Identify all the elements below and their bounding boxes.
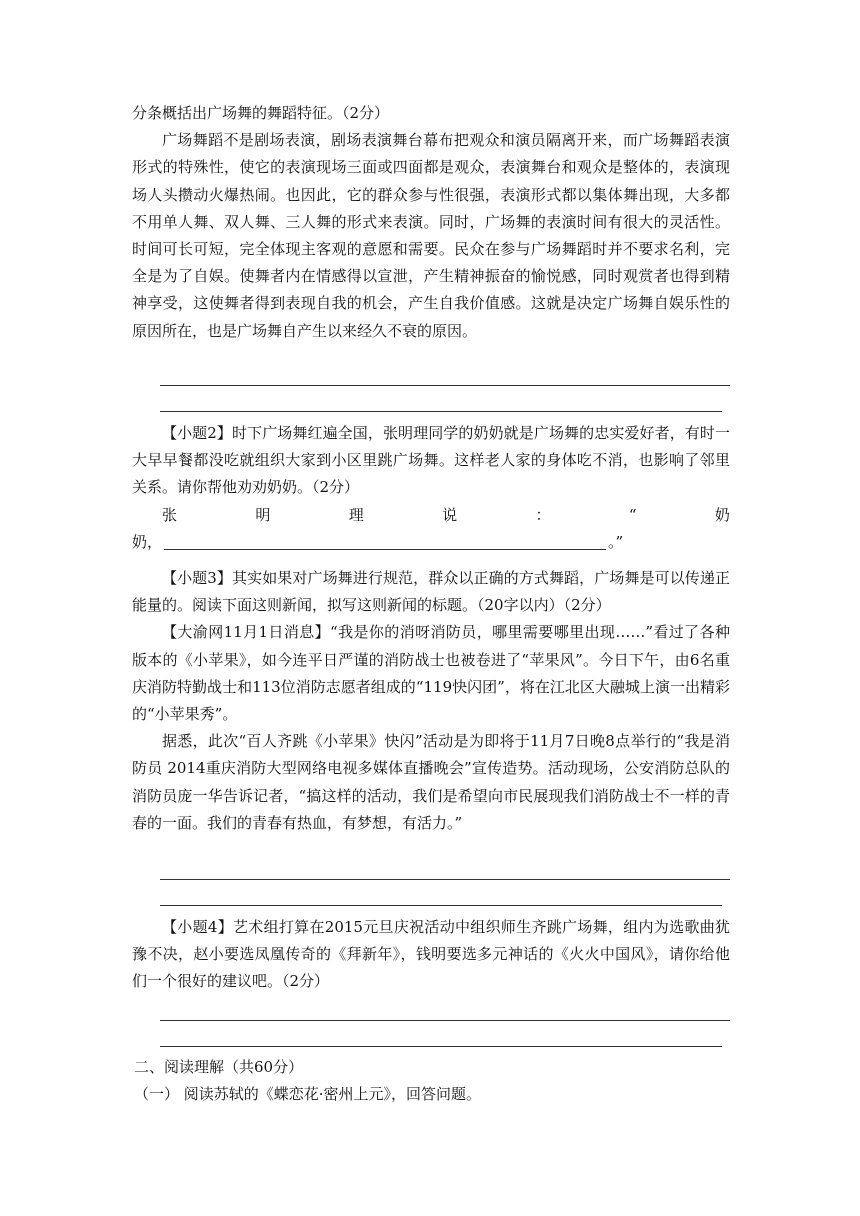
answer-line[interactable] xyxy=(160,411,722,412)
speaker-char: 张 xyxy=(162,505,178,524)
section-2-subheading: （一） 阅读苏轼的《蝶恋花·密州上元》，回答问题。 xyxy=(134,1085,482,1104)
answer-line[interactable] xyxy=(160,1020,730,1021)
section-2 xyxy=(132,1054,730,1108)
q3-news-paragraph-1: 【大渝网11月1日消息】“我是你的消呀消防员，哪里需要哪里出现……”看过了各种版本的《小苹果》，如今连平日严谨的消防战士也被卷进了“苹果风”。今日下午，由6名重庆消防特勤战士和113位消防志愿者组成的“119快闪团”，将在江北区大融城上演一出精彩的“小苹果秀”。 xyxy=(132,623,730,724)
q1-prompt: 分条概括出广场舞的舞蹈特征。（2分） xyxy=(132,104,390,122)
q2-text: 【小题2】时下广场舞红遍全国，张明理同学的奶奶就是广场舞的忠实爱好者，有时一大早早餐都没吃就组织大家到小区里跳广场舞。这样老人家的身体吃不消，也影响了邻里关系。请你帮他劝劝奶奶。（2分） xyxy=(132,424,730,497)
q3-text: 【小题3】其实如果对广场舞进行规范，群众以正确的方式舞蹈，广场舞是可以传递正能量的。阅读下面这则新闻，拟写这则新闻的标题。（20字以内）（2分） xyxy=(132,569,730,615)
question-1 xyxy=(132,100,730,345)
speaker-char: 奶 xyxy=(714,505,730,524)
q2-speaker-line xyxy=(162,502,730,529)
q1-passage: 广场舞蹈不是剧场表演，剧场表演舞台幕布把观众和演员隔离开来，而广场舞蹈表演形式的特殊性，使它的表演现场三面或四面都是观众，表演舞台和观众是整体的，表演现场人头攒动火爆热闹。也因此，它的群众参与性很强，表演形式都以集体舞出现，大多都不用单人舞、双人舞、三人舞的形式来表演。同时，广场舞的表演时间有很大的灵活性。时间可长可短，完全体现主客观的意愿和需要。民众在参与广场舞蹈时并不要求名利，完全是为了自娱。使舞者内在情感得以宣泄，产生精神振奋的愉悦感，同时观赏者也得到精神享受，这使舞者得到表现自我的机会，产生自我价值感。这就是决定广场舞自娱乐性的原因所在，也是广场舞自产生以来经久不衰的原因。 xyxy=(132,131,730,340)
answer-line[interactable] xyxy=(160,879,730,880)
speaker-char: 理 xyxy=(348,505,364,524)
q4-text: 【小题4】艺术组打算在2015元旦庆祝活动中组织师生齐跳广场舞，组内为选歌曲犹豫不决，赵小要选凤凰传奇的《拜新年》，钱明要选多元神话的《火火中国风》，请你给他们一个很好的建议吧。（2分） xyxy=(132,918,730,991)
q3-news-paragraph-2: 据悉，此次“百人齐跳《小苹果》快闪”活动是为即将于11月7日晚8点举行的“我是消防员 2014重庆消防大型网络电视多媒体直播晚会”宣传造势。活动现场，公安消防总队的消防员庞一华告诉记者，“搞这样的活动，我们是希望向市民展现我们消防战士不一样的青春的一面。我们的青春有热血，有梦想，有活力。” xyxy=(132,732,730,832)
answer-line[interactable] xyxy=(160,905,722,906)
answer-line[interactable] xyxy=(160,1046,722,1047)
question-3 xyxy=(132,565,730,837)
question-2 xyxy=(132,420,730,556)
section-2-heading: 二、阅读理解（共60分） xyxy=(134,1058,304,1076)
q2-line-start: 奶， xyxy=(132,532,163,551)
speaker-char: ： xyxy=(535,505,551,524)
speaker-char: “ xyxy=(628,505,637,524)
answer-line[interactable] xyxy=(160,385,730,386)
speaker-char: 说 xyxy=(442,505,458,524)
answer-line[interactable] xyxy=(164,548,606,550)
speaker-char: 明 xyxy=(255,505,271,524)
q2-line-end: 。” xyxy=(608,532,624,551)
question-4 xyxy=(132,914,730,996)
q2-answer-row xyxy=(132,529,730,556)
